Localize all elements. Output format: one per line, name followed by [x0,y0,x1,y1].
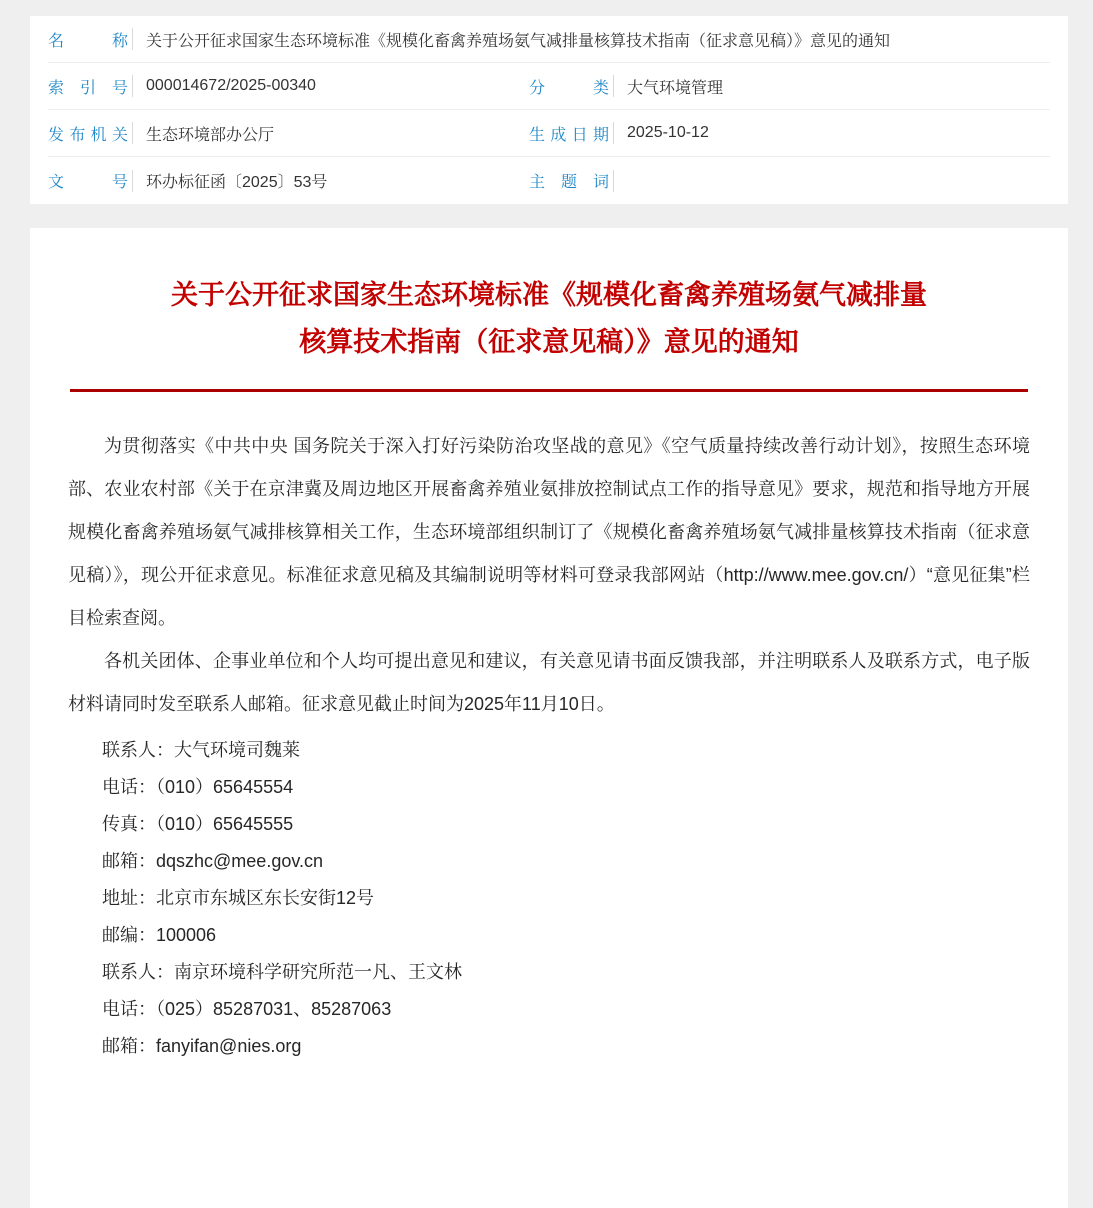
meta-label-keywords: 主题词 [529,174,609,191]
document-meta-table [30,16,1068,204]
meta-row-index-category [48,63,1050,110]
meta-label-doc-number: 文号 [48,174,128,191]
divider [132,28,133,50]
meta-value-name: 关于公开征求国家生态环境标准《规模化畜禽养殖场氨气减排量核算技术指南（征求意见稿）》意见的通知 [146,32,891,50]
article-title-line-2: 核算技术指南（征求意见稿）》意见的通知 [299,327,799,357]
meta-label-name: 名称 [48,32,128,50]
divider [613,75,614,97]
divider [613,170,614,192]
article-title-line-1: 关于公开征求国家生态环境标准《规模化畜禽养殖场氨气减排量 [171,280,927,310]
contact-block [68,732,1030,1065]
meta-value-doc-number: 环办标征函〔2025〕53号 [146,174,328,191]
article-title [68,272,1030,366]
contact-person-line: 联系人：南京环境科学研究所范一凡、王文林 [102,962,462,982]
meta-row-name [48,16,1050,63]
contact-postcode-line: 邮编：100006 [102,925,217,945]
paragraph-background: 为贯彻落实《中共中央 国务院关于深入打好污染防治攻坚战的意见》《空气质量持续改善行动计划》，按照生态环境部、农业农村部《关于在京津冀及周边地区开展畜禽养殖业氨排放控制试点工作的指导意见》要求，规范和指导地方开展规模化畜禽养殖场氨气减排核算相关工作，生态环境部组织制订了《规模化畜禽养殖场氨气减排量核算技术指南（征求意见稿）》，现公开征求意见。标准征求意见稿及其编制说明等材料可登录我部网站（http://www.mee.gov.cn/）“意见征集”栏目检索查阅。 [68,436,1030,628]
divider [132,75,133,97]
meta-value-issuer: 生态环境部办公厅 [146,126,275,144]
contact-person-line: 联系人：大气环境司魏莱 [102,740,300,760]
meta-row-issuer-date [48,110,1050,157]
contact-email-line: 邮箱：dqszhc@mee.gov.cn [102,851,324,871]
contact-address-line: 地址：北京市东城区东长安街12号 [102,888,375,908]
meta-value-index: 000014672/2025-00340 [146,77,316,94]
meta-value-category: 大气环境管理 [627,79,724,97]
contact-email-line: 邮箱：fanyifan@nies.org [102,1036,302,1056]
contact-fax-line: 传真：（010）65645555 [102,814,294,834]
title-rule [70,389,1028,392]
paragraph-feedback-instructions: 各机关团体、企事业单位和个人均可提出意见和建议，有关意见请书面反馈我部，并注明联系人及联系方式，电子版材料请同时发至联系人邮箱。征求意见截止时间为2025年11月10日。 [68,651,1030,714]
meta-label-category: 分类 [529,79,609,97]
meta-label-index: 索引号 [48,79,128,97]
article-body [68,425,1030,1065]
meta-label-date: 生成日期 [529,126,609,144]
contact-phone-line: 电话：（025）85287031、85287063 [102,999,392,1019]
meta-row-docnumber-keywords [48,157,1050,204]
meta-label-issuer: 发布机关 [48,126,128,144]
article-card [30,228,1068,1208]
contact-phone-line: 电话：（010）65645554 [102,777,294,797]
divider [132,170,133,192]
divider [132,122,133,144]
divider [613,122,614,144]
meta-value-date: 2025-10-12 [627,124,709,141]
